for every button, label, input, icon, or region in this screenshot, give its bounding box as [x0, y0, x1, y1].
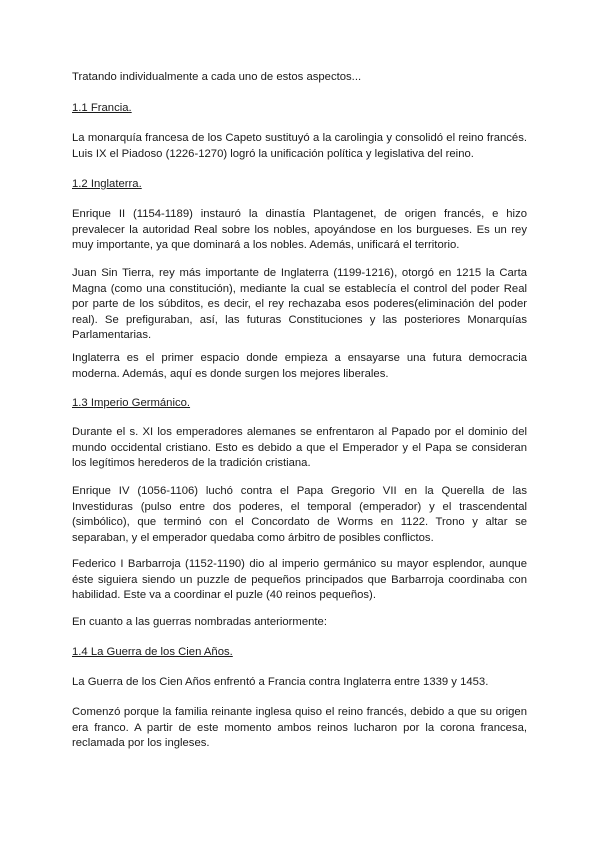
paragraph-guerra-1: La Guerra de los Cien Años enfrentó a Francia contra Inglaterra entre 1339 y 1453. — [72, 676, 489, 688]
paragraph-inglaterra-2: Juan Sin Tierra, rey más importante de Inglaterra (1199-1216), otorgó en 1215 la Carta Magna (como una constitución), mediante la cual se establecía el control del poder Real por parte de los súbditos, es decir, el rey rechazaba esos poderes(eliminación del poder real). Se prefiguraban, así, las futuras Constituciones y las posteriores Monarquías Parlamentarias. — [72, 267, 527, 342]
heading-inglaterra: 1.2 Inglaterra. — [72, 178, 142, 190]
transition-text: En cuanto a las guerras nombradas anteriormente: — [72, 616, 327, 628]
paragraph-guerra-2: Comenzó porque la familia reinante inglesa quiso el reino francés, debido a que su origen era franco. A partir de este momento ambos reinos lucharon por la corona francesa, reclamada por los ingleses. — [72, 706, 527, 750]
paragraph-imperio-1: Durante el s. XI los emperadores alemanes se enfrentaron al Papado por el dominio del mundo occidental cristiano. Esto es debido a que el Emperador y el Papa se consideran los legítimos herederos de la tradición cristiana. — [72, 426, 527, 470]
intro-text: Tratando individualmente a cada uno de estos aspectos... — [72, 71, 362, 83]
paragraph-imperio-2: Enrique IV (1056-1106) luchó contra el Papa Gregorio VII en la Querella de las Investiduras (pulso entre dos poderes, el temporal (emperador) y el trascendental (simbólico), que terminó con el Concordato de Worms en 1122. Trono y altar se separaban, y el emperador quedaba como árbitro de posibles conflictos. — [72, 485, 527, 544]
heading-imperio-germanico: 1.3 Imperio Germánico. — [72, 397, 191, 409]
paragraph-inglaterra-1: Enrique II (1154-1189) instauró la dinastía Plantagenet, de origen francés, e hizo prevalecer la autoridad Real sobre los nobles, apoyándose en los burgueses. Es un rey muy importante, ya que dominará a los nobles. Además, unificará el territorio. — [72, 208, 527, 252]
paragraph-francia-1: La monarquía francesa de los Capeto sustituyó a la carolingia y consolidó el reino francés. Luis IX el Piadoso (1226-1270) logró la unificación política y legislativa del reino. — [72, 132, 527, 160]
paragraph-imperio-3: Federico I Barbarroja (1152-1190) dio al imperio germánico su mayor esplendor, aunque éste siguiera siendo un puzzle de pequeños principados que Barbarroja coordinaba con habilidad. Este va a coordinar el puzle (40 reinos pequeños). — [72, 558, 527, 602]
heading-guerra-cien-anos: 1.4 La Guerra de los Cien Años. — [72, 646, 233, 658]
paragraph-inglaterra-3: Inglaterra es el primer espacio donde empieza a ensayarse una futura democracia moderna. Además, aquí es donde surgen los mejores liberales. — [72, 352, 527, 380]
heading-francia: 1.1 Francia. — [72, 102, 132, 114]
